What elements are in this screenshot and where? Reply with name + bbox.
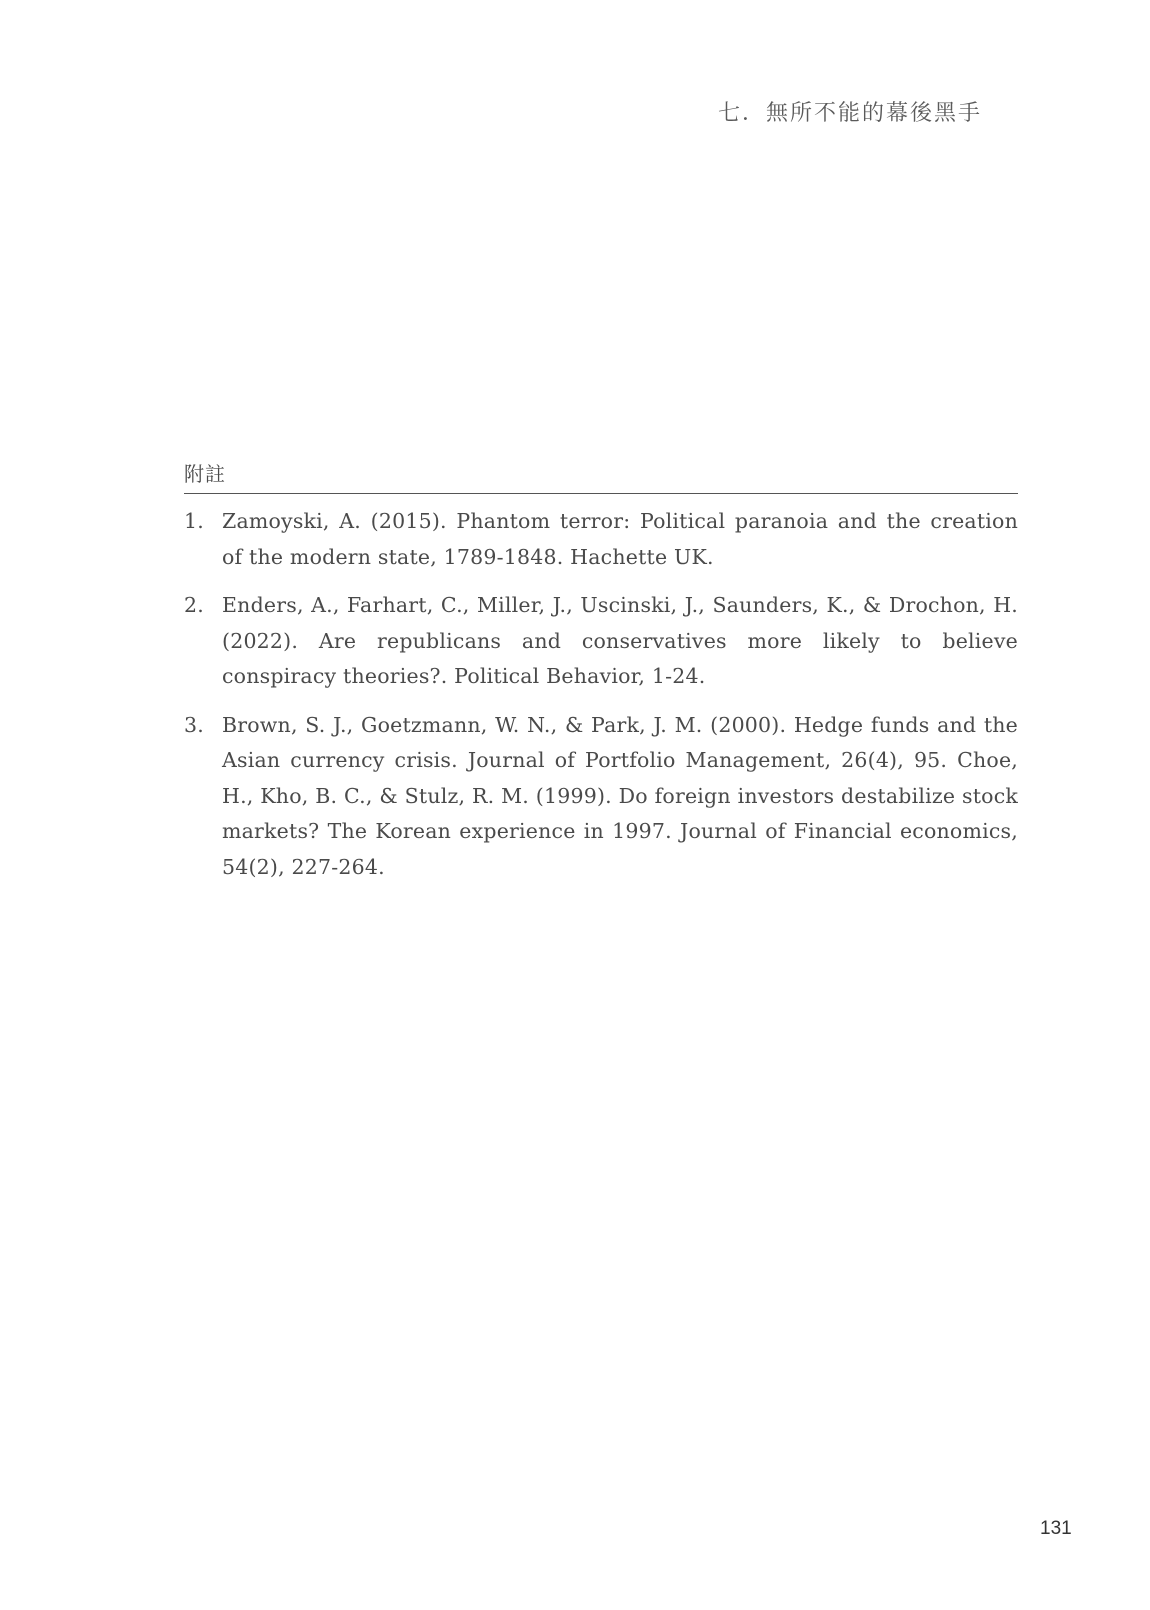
endnote-number: 3.: [184, 712, 204, 737]
endnote-number: 1.: [184, 509, 204, 533]
running-header: 七．無所不能的幕後黑手: [717, 101, 982, 126]
endnote-item: [184, 708, 1018, 886]
endnote-item: [184, 504, 1018, 575]
endnotes-list: [184, 504, 1018, 885]
endnotes-heading: 附註: [184, 462, 226, 486]
endnote-text: Brown, S. J., Goetzmann, W. N., & Park, J. M. (2000). Hedge funds and the Asian currency crisis. Journal of Portfolio Management, 26(4), 95. Choe, H., Kho, B. C., & Stulz, R. M. (1999). Do foreign investors destabilize stock markets? The Korean experience in 1997. Journal of Financial economics, 54(2), 227-264.: [222, 712, 1018, 879]
endnotes-section: [184, 458, 1018, 898]
endnote-item: [184, 588, 1018, 695]
endnote-text: Zamoyski, A. (2015). Phantom terror: Political paranoia and the creation of the modern state, 1789-1848. Hachette UK.: [222, 509, 1018, 569]
heading-rule: [184, 493, 1018, 494]
endnote-text: Enders, A., Farhart, C., Miller, J., Uscinski, J., Saunders, K., & Drochon, H. (2022). Are republicans and conservatives more likely to believe conspiracy theories?. Political Behavior, 1-24.: [222, 593, 1018, 688]
endnote-number: 2.: [184, 593, 204, 617]
page-number: 131: [1040, 1518, 1072, 1539]
